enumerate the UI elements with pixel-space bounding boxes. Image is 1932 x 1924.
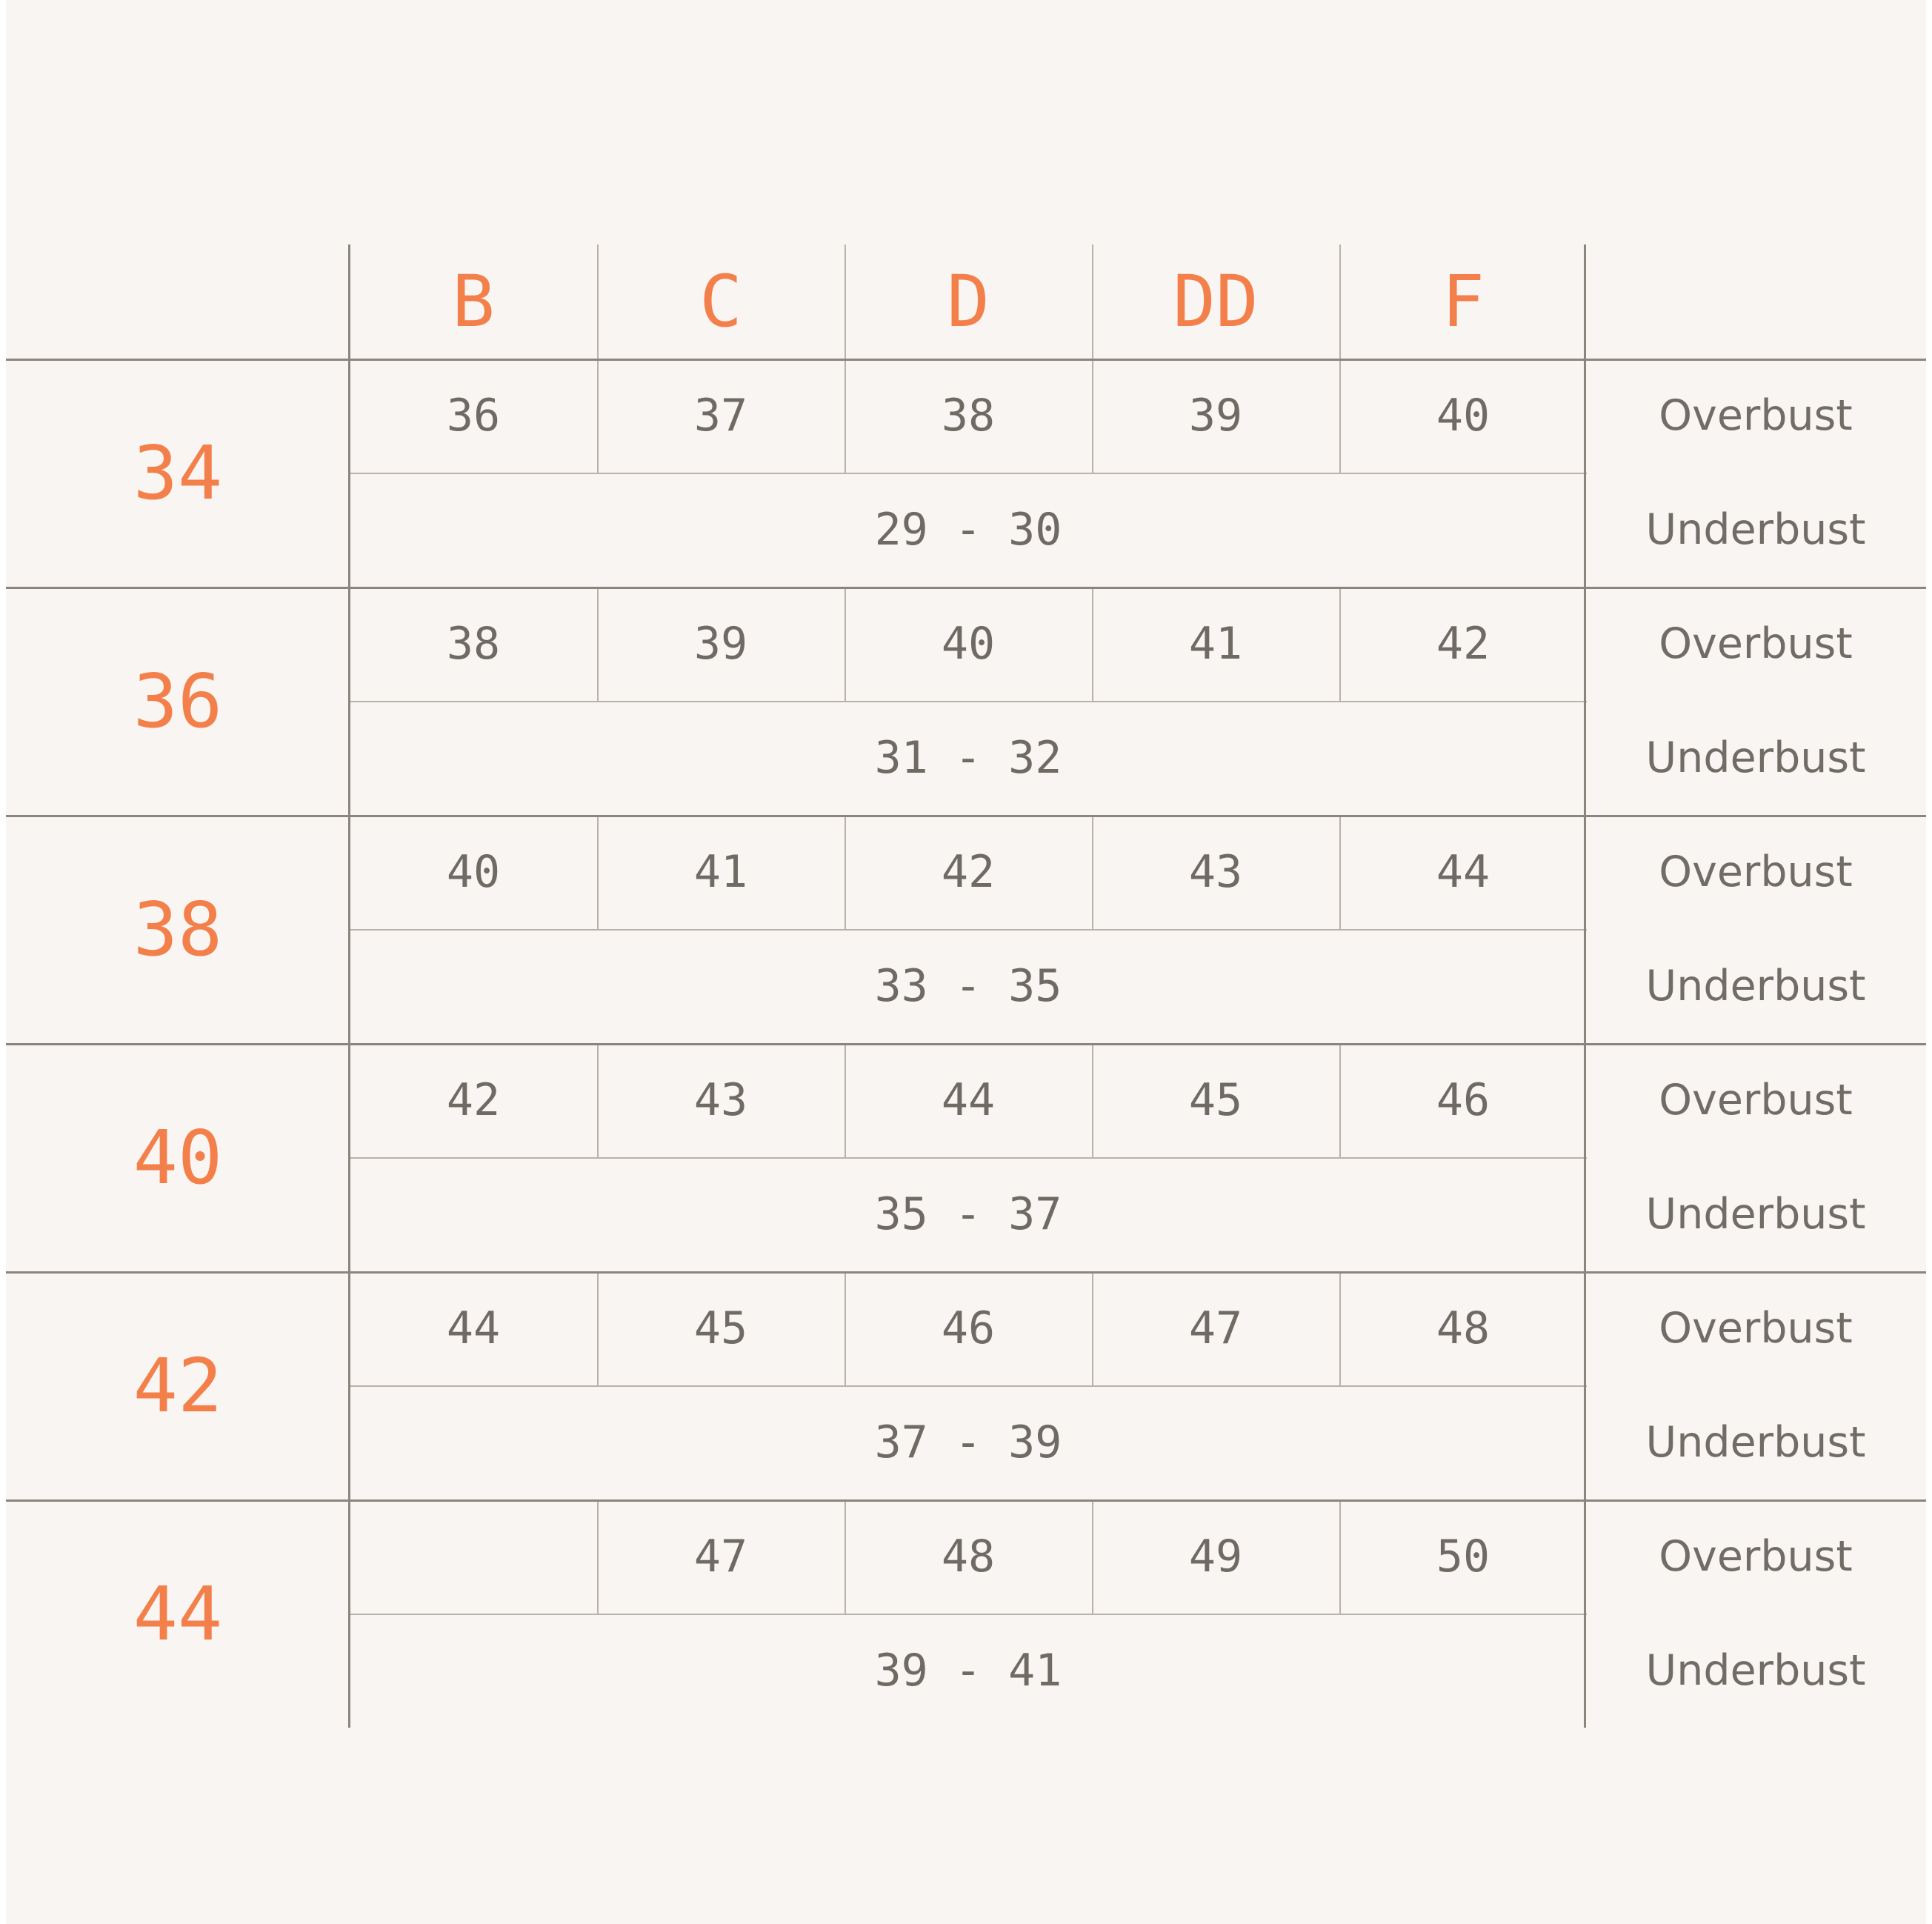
overbust-value: 46: [941, 1302, 996, 1354]
cup-divider: [1339, 1271, 1341, 1385]
overbust-value: 42: [446, 1074, 501, 1126]
overbust-value: 40: [1436, 390, 1490, 442]
overbust-label: Overbust: [1659, 1304, 1853, 1353]
overbust-value: [350, 1499, 597, 1614]
cup-header-f: F: [1442, 260, 1485, 343]
underbust-range: 33 - 35: [874, 960, 1062, 1012]
overbust-value: 42: [941, 846, 996, 898]
band-divider: [6, 587, 1926, 589]
underbust-range: 35 - 37: [874, 1188, 1062, 1240]
overbust-value: 46: [1436, 1074, 1490, 1126]
cup-header-divider: [845, 244, 846, 359]
cup-divider: [1092, 1043, 1093, 1157]
band-divider: [6, 815, 1926, 817]
overbust-value: 47: [1188, 1302, 1243, 1354]
overbust-value: 45: [693, 1302, 748, 1354]
overbust-value: 40: [446, 846, 501, 898]
band-size-44: 44: [133, 1570, 223, 1657]
overbust-value: 38: [446, 618, 501, 670]
cup-divider: [845, 1499, 846, 1614]
band-column-rule: [348, 244, 350, 1728]
cup-header-divider: [1092, 244, 1093, 359]
row-divider: [350, 1614, 1587, 1615]
row-divider: [350, 1385, 1587, 1387]
underbust-label: Underbust: [1645, 733, 1866, 782]
band-size-34: 34: [133, 429, 223, 516]
band-divider: [6, 359, 1926, 361]
cup-divider: [1339, 1043, 1341, 1157]
cup-divider: [597, 587, 599, 701]
underbust-range: 29 - 30: [874, 504, 1062, 556]
band-divider: [6, 1271, 1926, 1274]
overbust-label: Overbust: [1659, 1532, 1853, 1581]
overbust-value: 43: [693, 1074, 748, 1126]
band-divider: [6, 1499, 1926, 1502]
cup-divider: [1092, 1499, 1093, 1614]
band-size-36: 36: [133, 657, 223, 745]
overbust-value: 47: [693, 1531, 748, 1582]
underbust-label: Underbust: [1645, 1646, 1866, 1695]
row-divider: [350, 1157, 1587, 1159]
cup-header-c: C: [699, 260, 742, 343]
cup-divider: [845, 815, 846, 929]
cup-divider: [597, 1043, 599, 1157]
overbust-value: 45: [1188, 1074, 1243, 1126]
cup-divider: [1092, 587, 1093, 701]
overbust-value: 40: [941, 618, 996, 670]
underbust-range: 37 - 39: [874, 1417, 1062, 1468]
overbust-value: 49: [1188, 1531, 1243, 1582]
band-divider: [6, 1043, 1926, 1045]
overbust-value: 36: [446, 390, 501, 442]
underbust-label: Underbust: [1645, 1418, 1866, 1467]
band-size-40: 40: [133, 1114, 223, 1201]
overbust-value: 39: [1188, 390, 1243, 442]
band-size-42: 42: [133, 1342, 223, 1429]
size-chart-canvas: [6, 0, 1926, 1924]
overbust-label: Overbust: [1659, 1076, 1853, 1125]
overbust-value: 41: [1188, 618, 1243, 670]
row-divider: [350, 929, 1587, 931]
cup-divider: [1092, 1271, 1093, 1385]
cup-header-divider: [1339, 244, 1341, 359]
cup-divider: [1092, 815, 1093, 929]
label-column-rule: [1584, 244, 1586, 1728]
overbust-value: 48: [941, 1531, 996, 1582]
cup-divider: [845, 1043, 846, 1157]
cup-divider: [1092, 359, 1093, 473]
cup-header-b: B: [452, 260, 495, 343]
overbust-value: 38: [941, 390, 996, 442]
underbust-range: 39 - 41: [874, 1645, 1062, 1697]
overbust-value: 44: [941, 1074, 996, 1126]
overbust-value: 44: [1436, 846, 1490, 898]
overbust-label: Overbust: [1659, 848, 1853, 896]
cup-divider: [597, 815, 599, 929]
cup-header-divider: [597, 244, 599, 359]
cup-divider: [845, 1271, 846, 1385]
underbust-label: Underbust: [1645, 1190, 1866, 1239]
row-divider: [350, 473, 1587, 474]
cup-header-dd: DD: [1173, 260, 1259, 343]
overbust-value: 42: [1436, 618, 1490, 670]
cup-divider: [845, 359, 846, 473]
overbust-label: Overbust: [1659, 391, 1853, 440]
underbust-label: Underbust: [1645, 962, 1866, 1011]
cup-divider: [597, 1499, 599, 1614]
band-size-38: 38: [133, 885, 223, 973]
bra-size-table: [6, 244, 1926, 1726]
overbust-value: 48: [1436, 1302, 1490, 1354]
overbust-value: 50: [1436, 1531, 1490, 1582]
overbust-value: 37: [693, 390, 748, 442]
overbust-value: 44: [446, 1302, 501, 1354]
cup-divider: [597, 359, 599, 473]
overbust-value: 39: [693, 618, 748, 670]
cup-divider: [1339, 359, 1341, 473]
overbust-value: 41: [693, 846, 748, 898]
cup-divider: [1339, 815, 1341, 929]
cup-divider: [1339, 1499, 1341, 1614]
overbust-value: 43: [1188, 846, 1243, 898]
overbust-label: Overbust: [1659, 619, 1853, 668]
cup-divider: [597, 1271, 599, 1385]
cup-header-d: D: [947, 260, 990, 343]
underbust-range: 31 - 32: [874, 732, 1062, 784]
row-divider: [350, 701, 1587, 702]
cup-divider: [845, 587, 846, 701]
cup-divider: [1339, 587, 1341, 701]
underbust-label: Underbust: [1645, 505, 1866, 554]
